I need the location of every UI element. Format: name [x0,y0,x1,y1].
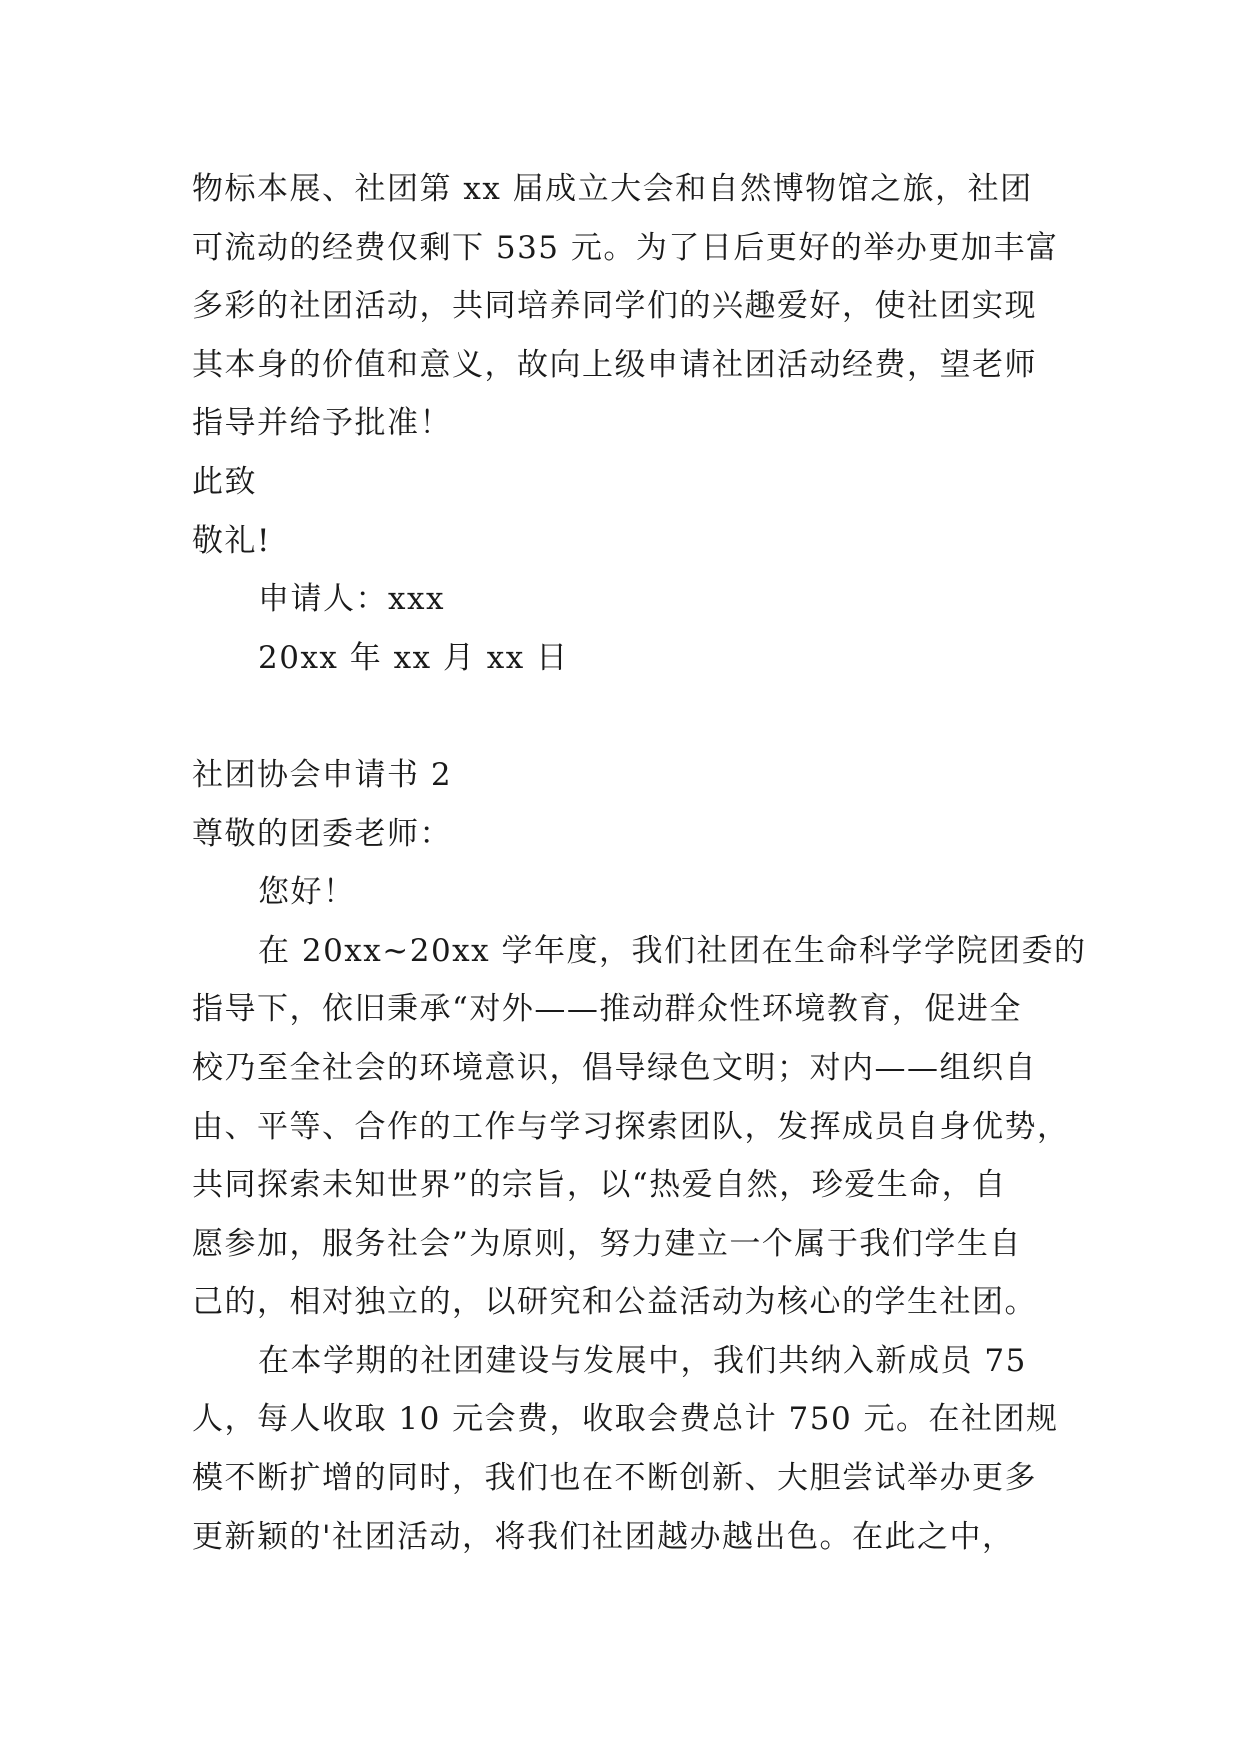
paragraph-line: 由、平等、合作的工作与学习探索团队，发挥成员自身优势， [192,1108,1070,1145]
body-line: 指导并给予批准！ [192,405,452,442]
paragraph-line: 愿参加，服务社会”为原则，努力建立一个属于我们学生自 [192,1225,1022,1262]
paragraph-line: 人，每人收取 10 元会费，收取会费总计 750 元。在社团规 [192,1401,1059,1438]
section-gap [192,687,1052,746]
body-line: 物标本展、社团第 xx 届成立大会和自然博物馆之旅，社团 [192,171,1033,207]
paragraph-line: 更新颖的'社团活动，将我们社团越办越出色。在此之中， [192,1518,1015,1555]
paragraph-line: 模不断扩增的同时，我们也在不断创新、大胆尝试举办更多 [192,1460,1037,1497]
letter-title: 社团协会申请书 2 [192,756,453,793]
paragraph-line: 己的，相对独立的，以研究和公益活动为核心的学生社团。 [192,1284,1037,1321]
salute-line: 敬礼! [192,522,271,559]
paragraph-line: 共同探索未知世界”的宗旨，以“热爱自然，珍爱生命，自 [192,1167,1007,1204]
paragraph-line: 在 20xx~20xx 学年度，我们社团在生命科学学院团委的 [258,932,1087,969]
body-line: 可流动的经费仅剩下 535 元。为了日后更好的举办更加丰富 [192,229,1059,266]
paragraph-line: 校乃至全社会的环境意识，倡导绿色文明；对内——组织自 [192,1049,1037,1086]
body-line: 其本身的价值和意义，故向上级申请社团活动经费，望老师 [192,346,1037,383]
closing-line: 此致 [192,463,257,500]
greeting-line: 您好！ [258,874,356,911]
paragraph-line: 在本学期的社团建设与发展中，我们共纳入新成员 75 [258,1342,1027,1379]
applicant-line: 申请人：xxx [258,581,445,618]
addressee-line: 尊敬的团委老师： [192,815,452,852]
paragraph-line: 指导下，依旧秉承“对外——推动群众性环境教育，促进全 [192,991,1022,1028]
body-line: 多彩的社团活动，共同培养同学们的兴趣爱好，使社团实现 [192,288,1037,325]
date-line: 20xx 年 xx 月 xx 日 [258,639,569,676]
document-page [192,160,1087,1566]
